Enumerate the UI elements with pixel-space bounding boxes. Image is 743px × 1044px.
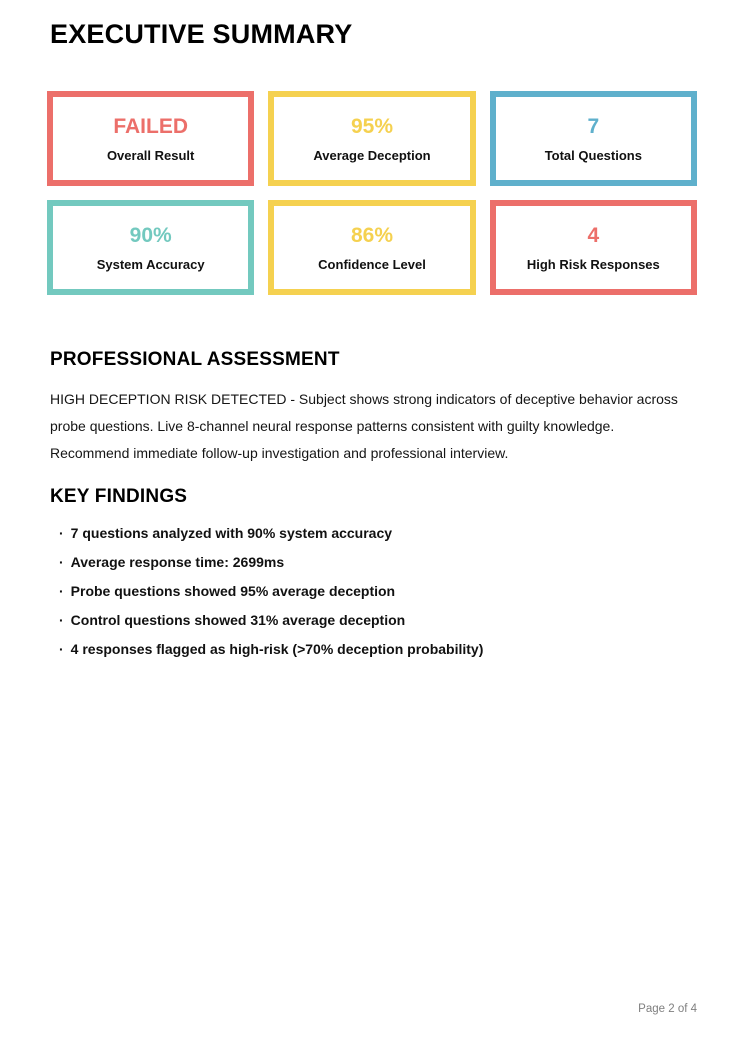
assessment-text: HIGH DECEPTION RISK DETECTED - Subject shows strong indicators of deceptive behavior across probe questions. Live 8-channel neural response patterns consistent with guilty knowledge. Recommend immediate follow-up investigation and professional interview. — [50, 391, 678, 461]
metric-cards-grid — [47, 91, 697, 295]
metric-value: FAILED — [113, 114, 188, 138]
finding-item: · 7 questions analyzed with 90% system accuracy — [59, 525, 697, 542]
section-heading-professional-assessment: PROFESSIONAL ASSESSMENT — [50, 349, 340, 370]
metric-card-overall-result — [47, 91, 254, 186]
finding-item: · 4 responses flagged as high-risk (>70% deception probability) — [59, 641, 697, 658]
findings-list — [0, 525, 697, 658]
page-number: Page 2 of 4 — [638, 1003, 697, 1015]
metric-card-confidence-level — [268, 200, 475, 295]
page-title: EXECUTIVE SUMMARY — [50, 19, 353, 49]
metric-label: Confidence Level — [318, 256, 426, 272]
metric-label: Average Deception — [313, 147, 431, 163]
metric-card-system-accuracy — [47, 200, 254, 295]
metric-value: 86% — [350, 223, 393, 247]
finding-item: · Control questions showed 31% average deception — [59, 612, 697, 629]
metric-label: Total Questions — [544, 147, 642, 163]
metric-card-average-deception — [268, 91, 475, 186]
metric-label: System Accuracy — [96, 256, 205, 272]
finding-item: · Average response time: 2699ms — [59, 554, 697, 571]
section-heading-key-findings: KEY FINDINGS — [50, 486, 188, 507]
metric-label: High Risk Responses — [526, 256, 660, 272]
metric-card-high-risk-responses — [490, 200, 697, 295]
metric-value: 7 — [587, 114, 600, 138]
metric-card-total-questions — [490, 91, 697, 186]
metric-value: 90% — [129, 223, 172, 247]
finding-item: · Probe questions showed 95% average deception — [59, 583, 697, 600]
metric-label: Overall Result — [106, 147, 195, 163]
metric-value: 4 — [587, 223, 600, 247]
metric-value: 95% — [350, 114, 393, 138]
